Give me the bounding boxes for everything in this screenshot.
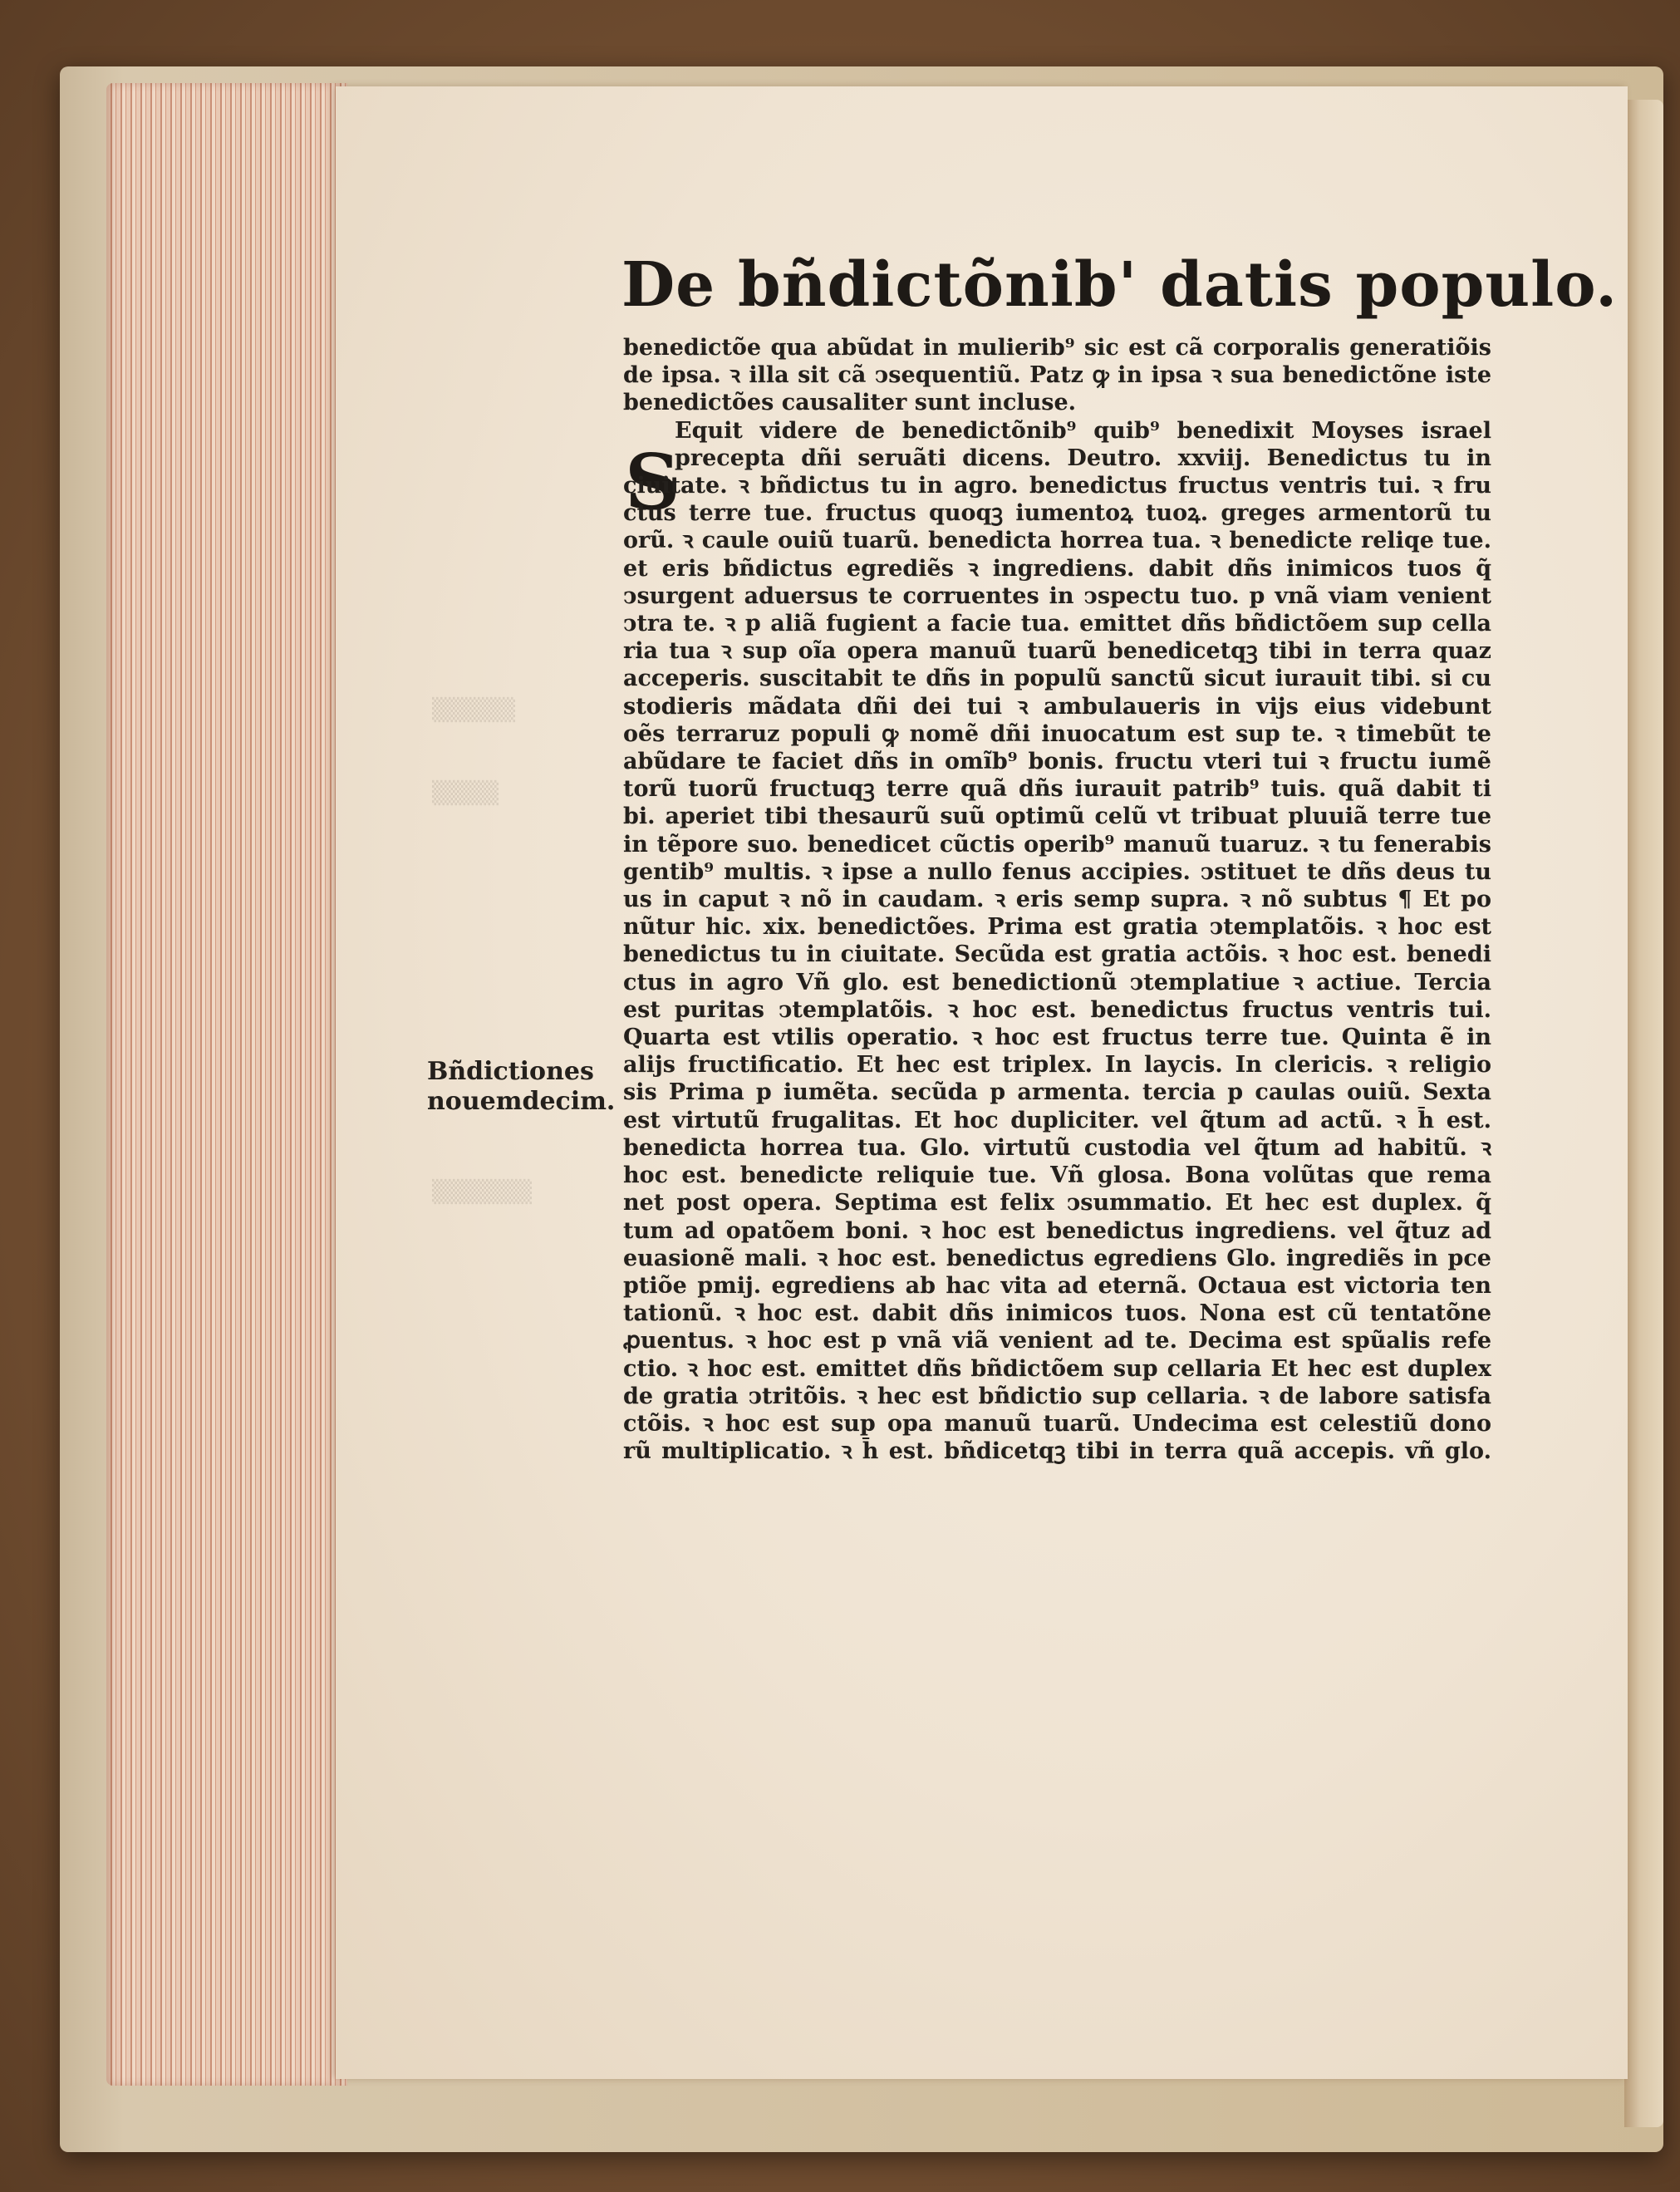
text-line: alijs fructificatio. Et hec est triplex. In laycis. In clericis. ꝛ religio: [623, 1052, 1491, 1079]
text-line: ria tua ꝛ sup oĩa opera manuũ tuarũ benedicetqꝫ tibi in terra quaz: [623, 638, 1491, 665]
text-line: ctus in agro Vñ glo. est benedictionũ ↄtemplatiue ꝛ actiue. Tercia: [623, 969, 1491, 995]
text-line: in tẽpore suo. benedicet cũctis operib⁹ manuũ tuaruz. ꝛ tu fenerabis: [623, 831, 1491, 858]
text-line: benedictões causaliter sunt incluse.: [623, 390, 1077, 416]
show-through: ▒▒▒▒▒: [432, 698, 515, 723]
text-line: ciuitate. ꝛ bñdictus tu in agro. benedictus fructus ventris tui. ꝛ fru: [623, 473, 1491, 499]
text-line: est puritas ↄtemplatõis. ꝛ hoc est. benedictus fructus ventris tui.: [623, 996, 1491, 1023]
text-line: Equit videre de benedictõnib⁹ quib⁹ benedixit Moyses israel: [675, 417, 1491, 444]
text-line: net post opera. Septima est felix ↄsummatio. Et hec est duplex. q̃: [623, 1190, 1491, 1216]
show-through: ▒▒▒▒▒▒: [432, 1180, 532, 1205]
text-line: gentib⁹ multis. ꝛ ipse a nullo fenus accipies. ↄstituet te dñs deus tu: [623, 858, 1491, 885]
text-line: ↄsurgent aduersus te corruentes in ↄspectu tuo. p vnã viam venient: [623, 582, 1491, 609]
page-heading: De bñdictõnib' datis populo.: [621, 249, 1619, 321]
drop-cap: S: [625, 437, 680, 527]
text-line: et eris bñdictus egrediẽs ꝛ ingrediens. dabit dñs inimicos tuos q̃: [623, 555, 1491, 582]
text-line: rũ multiplicatio. ꝛ h̄ est. bñdicetqꝫ tibi in terra quã accepis. vñ glo.: [623, 1438, 1491, 1465]
text-line: precepta dñi seruãti dicens. Deutro. xxviij. Benedictus tu in: [675, 445, 1491, 471]
marginal-note: [427, 1057, 618, 1117]
text-line: de ipsa. ꝛ illa sit cã ↄsequentiũ. Patz ꝙ in ipsa ꝛ sua benedictõne iste: [623, 362, 1491, 389]
text-line: ctus terre tue. fructus quoqꝫ iumentoꝝ tuoꝝ. greges armentorũ tu: [623, 500, 1491, 527]
text-line: benedicta horrea tua. Glo. virtutũ custodia vel q̃tum ad habitũ. ꝛ: [623, 1134, 1491, 1161]
text-line: ꝓuentus. ꝛ hoc est p vnã viã venient ad te. Decima est spũalis refe: [623, 1328, 1491, 1354]
text-line: us in caput ꝛ nõ in caudam. ꝛ eris semp supra. ꝛ nõ subtus ¶ Et po: [623, 887, 1491, 913]
text-line: benedictõe qua abũdat in mulierib⁹ sic est cã corporalis generatiõis: [623, 335, 1491, 361]
text-line: ctõis. ꝛ hoc est sup opa manuũ tuarũ. Undecima est celestiũ dono: [623, 1410, 1491, 1437]
marginal-note-line: Bñdictiones: [427, 1057, 594, 1086]
text-line: de gratia ↄtritõis. ꝛ hec est bñdictio sup cellaria. ꝛ de labore satisfa: [623, 1383, 1491, 1409]
text-line: nũtur hic. xix. benedictões. Prima est gratia ↄtemplatõis. ꝛ hoc est: [623, 914, 1491, 941]
text-line: ctio. ꝛ hoc est. emittet dñs bñdictõem sup cellaria Et hec est duplex: [623, 1355, 1491, 1382]
text-line: tationũ. ꝛ hoc est. dabit dñs inimicos tuos. Nona est cũ tentatõne: [623, 1300, 1491, 1327]
text-line: benedictus tu in ciuitate. Secũda est gratia actõis. ꝛ hoc est. benedi: [623, 941, 1491, 968]
text-line: torũ tuorũ fructuqꝫ terre quã dñs iurauit patrib⁹ tuis. quã dabit ti: [623, 776, 1491, 803]
text-line: est virtutũ frugalitas. Et hoc dupliciter. vel q̃tum ad actũ. ꝛ h̄ est.: [623, 1107, 1491, 1133]
text-line: ↄtra te. ꝛ p aliã fugient a facie tua. emittet dñs bñdictõem sup cella: [623, 611, 1491, 637]
text-line: sis Prima p iumẽta. secũda p armenta. tercia p caulas ouiũ. Sexta: [623, 1079, 1491, 1106]
body-text: [623, 334, 1491, 1465]
text-line: bi. aperiet tibi thesaurũ suũ optimũ celũ vt tribuat pluuiã terre tue: [623, 804, 1491, 830]
text-line: acceperis. suscitabit te dñs in populũ sanctũ sicut iurauit tibi. si cu: [623, 666, 1491, 692]
text-line: abũdare te faciet dñs in omĩb⁹ bonis. fructu vteri tui ꝛ fructu iumẽ: [623, 749, 1491, 775]
page-edges: [106, 83, 347, 2086]
text-line: ptiõe pmij. egrediens ab hac vita ad eternã. Octaua est victoria ten: [623, 1272, 1491, 1299]
text-line: oẽs terraruz populi ꝙ nomẽ dñi inuocatum est sup te. ꝛ timebũt te: [623, 720, 1491, 747]
marginal-note-line: nouemdecim.: [427, 1087, 616, 1116]
facing-page-edge: [1624, 100, 1663, 2127]
text-line: orũ. ꝛ caule ouiũ tuarũ. benedicta horrea tua. ꝛ benedicte reliqe tue.: [623, 528, 1491, 554]
text-line: tum ad opatõem boni. ꝛ hoc est benedictus ingrediens. vel q̃tuz ad: [623, 1217, 1491, 1244]
text-line: hoc est. benedicte reliquie tue. Vñ glosa. Bona volũtas que rema: [623, 1162, 1491, 1189]
text-line: stodieris mãdata dñi dei tui ꝛ ambulaueris in vijs eius videbunt: [623, 693, 1491, 720]
text-line: Quarta est vtilis operatio. ꝛ hoc est fructus terre tue. Quinta ẽ in: [623, 1025, 1491, 1051]
text-line: euasionẽ mali. ꝛ hoc est. benedictus egrediens Glo. ingrediẽs in pce: [623, 1245, 1491, 1271]
show-through: ▒▒▒▒: [432, 781, 499, 806]
